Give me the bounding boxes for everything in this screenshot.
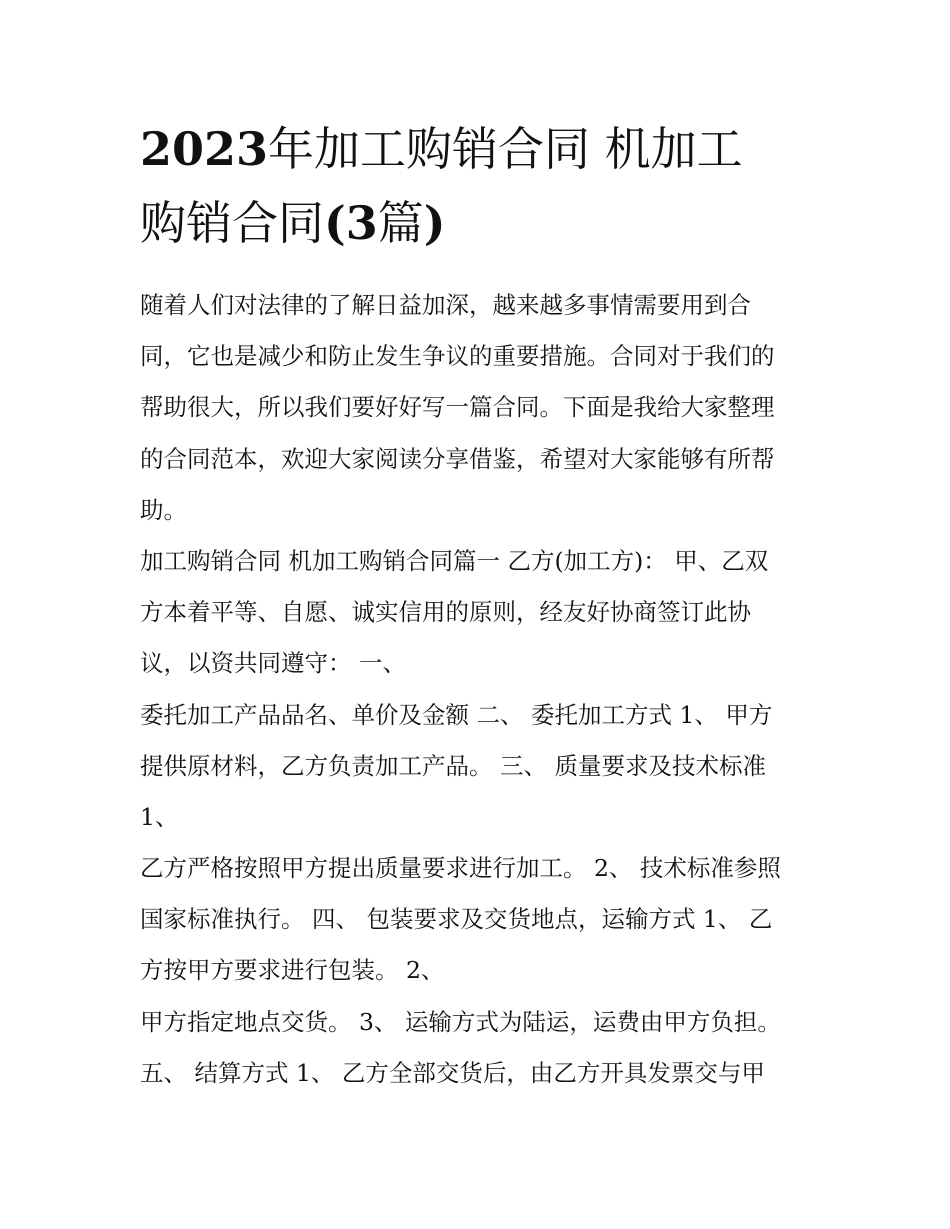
body-line: 帮助很大，所以我们要好好写一篇合同。下面是我给大家整理 (140, 393, 775, 422)
body-line: 委托加工产品品名、单价及金额 二、 委托加工方式 1、 甲方 (140, 700, 773, 729)
title-count: (3 (324, 196, 378, 250)
body-line: 随着人们对法律的了解日益加深，越来越多事情需要用到合 (140, 291, 751, 319)
body-line: 提供原材料，乙方负责加工产品。 三、 质量要求及技术标准 (140, 751, 766, 780)
body-line: 方按甲方要求进行包装。 2、 (140, 956, 445, 985)
body-line: 议，以资共同遵守： 一、 (140, 649, 406, 678)
title-pian: 篇 (377, 196, 424, 250)
body-line: 方本着平等、自愿、诚实信用的原则，经友好协商签订此协 (140, 598, 751, 627)
title-close-paren: ) (423, 196, 446, 250)
body-line: 助。 (140, 495, 187, 524)
title-line-2 (140, 186, 820, 260)
title-line-1-text: 年加工购销合同 机加工 (268, 122, 743, 176)
document-title (140, 112, 820, 260)
body-line: 国家标准执行。 四、 包装要求及交货地点，运输方式 1、 乙 (140, 905, 773, 934)
body-line: 甲方指定地点交货。 3、 运输方式为陆运，运费由甲方负担。 (140, 1007, 781, 1036)
title-line-1 (140, 112, 820, 186)
body-line: 的合同范本，欢迎大家阅读分享借鉴，希望对大家能够有所帮 (140, 444, 775, 473)
body-line: 加工购销合同 机加工购销合同篇一 乙方(加工方)： 甲、乙双 (140, 546, 769, 575)
document-body (140, 280, 830, 1099)
body-line: 1、 (140, 802, 179, 831)
title-line-2-text: 购销合同 (140, 196, 324, 250)
body-line: 乙方严格按照甲方提出质量要求进行加工。 2、 技术标准参照 (140, 854, 781, 883)
body-line: 同，它也是减少和防止发生争议的重要措施。合同对于我们的 (140, 342, 775, 371)
title-year: 2023 (140, 122, 269, 176)
body-line: 五、 结算方式 1、 乙方全部交货后，由乙方开具发票交与甲 (140, 1058, 765, 1087)
